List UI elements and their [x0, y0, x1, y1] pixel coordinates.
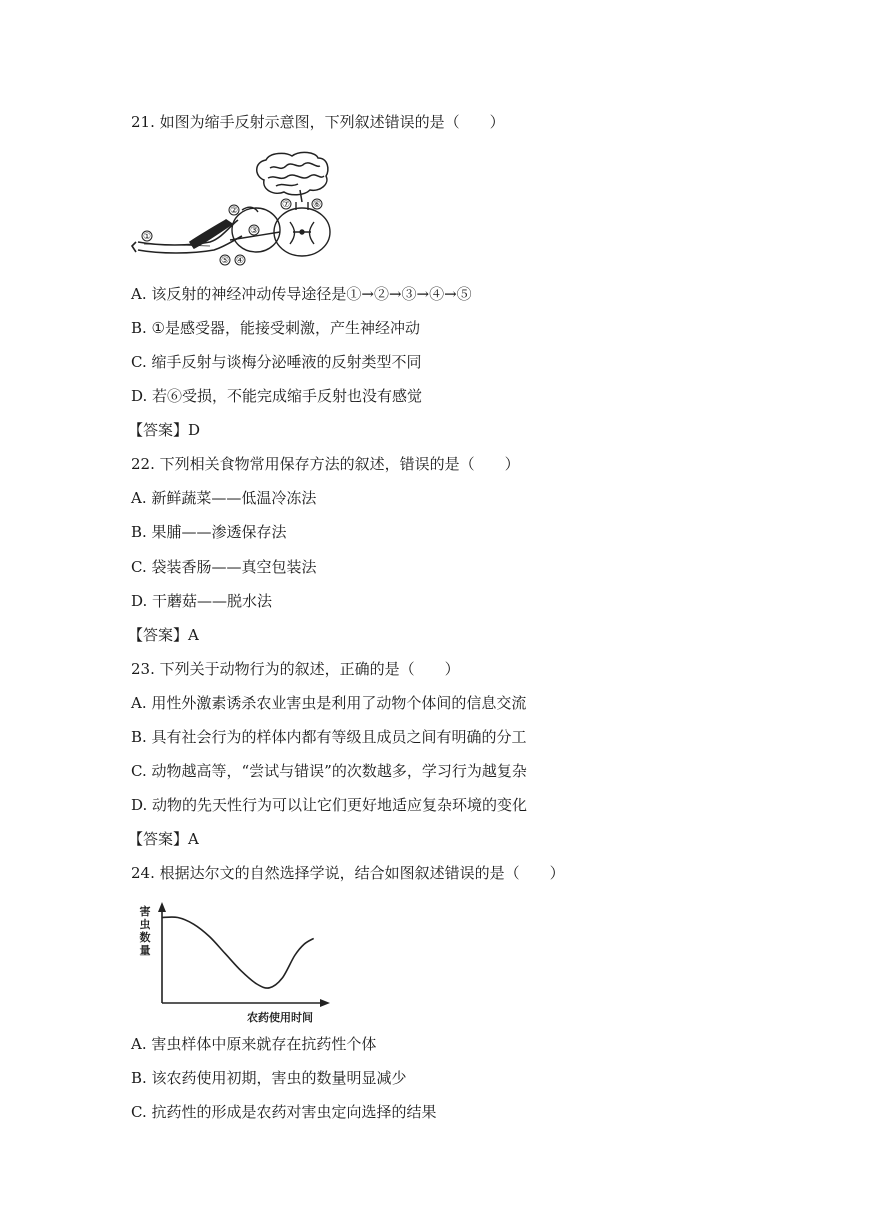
svg-text:④: ④: [235, 256, 245, 266]
brain-drawing: [257, 152, 328, 202]
y-axis-label-char: 害: [139, 905, 151, 918]
question-21-stem: 21. 如图为缩手反射示意图，下列叙述错误的是（ ）: [131, 113, 505, 131]
svg-text:⑥: ⑥: [312, 200, 322, 210]
question-22-stem: 22. 下列相关食物常用保存方法的叙述，错误的是（ ）: [131, 455, 520, 473]
x-axis-arrow: [320, 999, 330, 1007]
question-22-option-a: A. 新鲜蔬菜——低温冷冻法: [131, 489, 317, 507]
y-axis-label-char: 数: [139, 931, 151, 944]
question-24-option-a: A. 害虫样体中原来就存在抗药性个体: [131, 1035, 377, 1053]
x-axis-label: 农药使用时间: [247, 1011, 313, 1024]
series-line: [162, 917, 314, 988]
svg-text:①: ①: [142, 232, 152, 242]
spinal-cord-drawing: [230, 202, 330, 256]
svg-text:⑦: ⑦: [281, 200, 291, 210]
question-23-option-c: C. 动物越高等，“尝试与错误”的次数越多，学习行为越复杂: [131, 762, 527, 780]
question-22-answer: 【答案】A: [128, 626, 199, 644]
question-23-answer: 【答案】A: [128, 830, 199, 848]
question-22-option-c: C. 袋装香肠——真空包装法: [131, 558, 317, 576]
question-23-option-b: B. 具有社会行为的样体内都有等级且成员之间有明确的分工: [131, 728, 527, 746]
y-axis-arrow: [158, 902, 166, 912]
question-23-stem: 23. 下列关于动物行为的叙述，正确的是（ ）: [131, 660, 460, 678]
question-22-option-d: D. 干蘑菇——脱水法: [131, 592, 273, 610]
question-21-answer: 【答案】D: [128, 421, 201, 439]
label-1: [142, 231, 152, 242]
y-axis-label: [140, 904, 151, 957]
question-24-option-c: C. 抗药性的形成是农药对害虫定向选择的结果: [131, 1103, 437, 1121]
question-24-option-b: B. 该农药使用初期，害虫的数量明显减少: [131, 1069, 407, 1087]
reflex-arc-figure: [130, 150, 400, 276]
question-23-option-d: D. 动物的先天性行为可以让它们更好地适应复杂环境的变化: [131, 796, 528, 814]
label-5: [220, 255, 230, 266]
label-3: [249, 225, 259, 236]
question-22-option-b: B. 果脯——渗透保存法: [131, 523, 287, 541]
y-axis-label-char: 虫: [139, 918, 151, 931]
question-21-option-b: B. ①是感受器，能接受刺激，产生神经冲动: [131, 319, 421, 337]
label-7: [281, 199, 291, 210]
svg-text:⑤: ⑤: [220, 256, 230, 266]
svg-text:②: ②: [229, 206, 239, 216]
label-4: [235, 255, 245, 266]
question-21-option-c: C. 缩手反射与谈梅分泌唾液的反射类型不同: [131, 353, 422, 371]
label-2: [229, 205, 239, 216]
question-21-option-a: A. 该反射的神经冲动传导途径是①→②→③→④→⑤: [131, 285, 472, 303]
question-21-option-d: D. 若⑥受损，不能完成缩手反射也没有感觉: [131, 387, 423, 405]
question-24-stem: 24. 根据达尔文的自然选择学说，结合如图叙述错误的是（ ）: [131, 864, 565, 882]
svg-text:③: ③: [249, 226, 259, 236]
question-23-option-a: A. 用性外激素诱杀农业害虫是利用了动物个体间的信息交流: [131, 694, 527, 712]
pest-population-chart: [130, 900, 340, 1029]
label-6: [312, 199, 322, 210]
y-axis-label-char: 量: [139, 944, 151, 957]
